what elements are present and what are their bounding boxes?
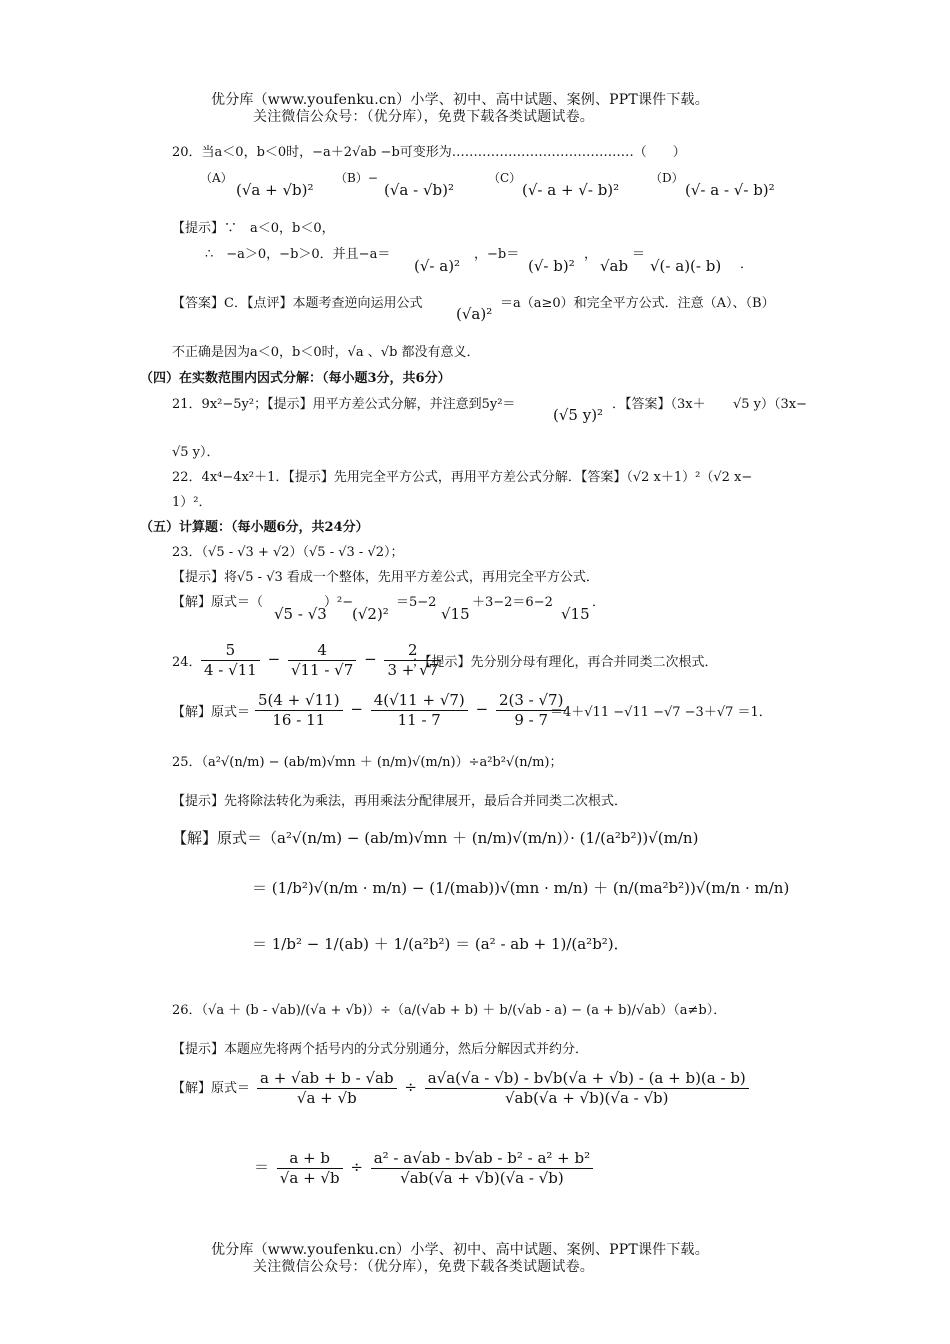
q20-option-c: (√- a + √- b)² (522, 181, 620, 199)
q26-sol1-divide: ÷ (404, 1078, 417, 1096)
q24-f1-numerator: 5 (201, 642, 260, 661)
q23-solution-g: ＋3−2＝6−2 (472, 595, 553, 610)
q24-sol-fraction-1 (255, 692, 343, 728)
q20-option-b-label: （B）− (335, 171, 378, 185)
q24-f3-numerator: 2 (384, 642, 441, 661)
q20-answer-b: (√a)² (456, 305, 493, 323)
q24-s1-denominator: 16 - 11 (272, 710, 326, 729)
q23-solution-h: √15 (561, 605, 590, 623)
q24-fraction-2 (288, 642, 356, 678)
q26-sol2-d1: √a + √b (279, 1168, 340, 1187)
q24-expression (198, 642, 444, 678)
q20-option-c-label: （C） (488, 171, 522, 185)
q24-solution-tail: ＝4＋√11 −√11 −√7 −3＋√7 ＝1． (550, 705, 772, 720)
q20-hint-line-2a: ∴ −a＞0，−b＞0．并且−a＝ (205, 247, 391, 262)
q23-solution-i: ． (592, 595, 606, 610)
q20-stem: 20．当a＜0，b＜0时，−a＋2√ab −b可变形为……………………………………（ ） (172, 145, 686, 160)
q20-option-a: (√a + √b)² (236, 181, 314, 199)
q26-stem: 26．（√a ＋ (b - √ab)/(√a + √b)）÷（a/(√ab + b) ＋ b/(√ab - a) − (a + b)/√ab）（a≠b）． (172, 1003, 727, 1018)
q24-minus-2: − (364, 650, 377, 668)
q24-s3-denominator: 9 - 7 (514, 710, 549, 729)
q26-hint: 【提示】本题应先将两个括号内的分式分别通分，然后分解因式并约分． (172, 1042, 589, 1057)
q24-s1-numerator: 5(4 + √11) (255, 692, 343, 711)
q25-stem: 25．（a²√(n/m) − (ab/m)√mn ＋ (n/m)√(m/n)）÷a²b²√(n/m)； (172, 755, 563, 770)
q20-hint-line-2b: (√- a)² (414, 257, 461, 275)
q22-line-1: 22．4x⁴−4x²＋1．【提示】先用完全平方公式，再用平方差公式分解．【答案】（√2 x＋1）²（√2 x− (172, 470, 753, 485)
q25-hint: 【提示】先将除法转化为乘法，再用乘法分配律展开，最后合并同类二次根式． (172, 794, 628, 809)
q24-sol-fraction-2 (371, 692, 468, 728)
q24-solution-label: 【解】原式＝ (172, 705, 251, 720)
q26-sol1-n1: a + √ab + b - √ab (257, 1070, 397, 1089)
q26-sol2-fraction-1 (277, 1150, 343, 1186)
q26-sol2-divide: ÷ (350, 1158, 363, 1176)
q26-solution-line-1 (254, 1070, 752, 1106)
q24-f3-denominator: 3 + √7 (387, 660, 439, 679)
q20-option-d-label: （D） (650, 171, 684, 185)
q24-hint: ；【提示】先分别分母有理化，再合并同类二次根式． (412, 655, 718, 670)
q23-solution-d: (√2)² (352, 605, 389, 623)
q26-solution-line-2 (254, 1150, 596, 1186)
q24-s2-denominator: 11 - 7 (397, 710, 441, 729)
section-5-heading: （五）计算题：（每小题6分，共24分） (140, 520, 369, 535)
q23-solution-a: 【解】原式＝（ (172, 595, 264, 610)
q26-sol1-d2: √ab(√a + √b)(√a - √b) (504, 1088, 669, 1107)
q20-option-d: (√- a - √- b)² (685, 181, 775, 199)
q24-solution-expression (252, 692, 569, 728)
q22-line-2: 1）²． (172, 495, 212, 510)
q23-solution-c: ）²− (324, 595, 354, 610)
q26-sol2-fraction-2 (371, 1150, 593, 1186)
q23-hint: 【提示】将√5 - √3 看成一个整体，先用平方差公式，再用完全平方公式． (172, 570, 599, 585)
q25-solution-line-1: 【解】原式＝（a²√(n/m) − (ab/m)√mn ＋ (n/m)√(m/n)）· (1/(a²b²))√(m/n) (172, 829, 699, 847)
q26-solution-label: 【解】原式＝ (172, 1081, 251, 1096)
q24-minus-1: − (267, 650, 281, 668)
q24-f2-denominator: √11 - √7 (290, 660, 354, 679)
q25-solution-line-2: ＝ (1/b²)√(n/m · m/n) − (1/(mab))√(mn · m/n) ＋ (n/(ma²b²))√(m/n · m/n) (252, 879, 790, 897)
q20-hint-line-2f: √ab (600, 257, 629, 275)
footer-line-2: 关注微信公众号：（优分库），免费下载各类试题试卷。 (253, 1259, 594, 1275)
q23-solution-e: ＝5−2 (396, 595, 437, 610)
q26-sol2-equals: ＝ (254, 1158, 270, 1176)
q21-line-1a: 21．9x²−5y²；【提示】用平方差公式分解，并注意到5y²＝ (172, 397, 516, 412)
q26-sol1-fraction-2 (425, 1070, 749, 1106)
q26-sol2-d2: √ab(√a + √b)(√a - √b) (400, 1168, 564, 1187)
q20-hint-line-1: 【提示】∵ a＜0，b＜0， (172, 221, 335, 236)
q26-sol1-fraction-1 (257, 1070, 397, 1106)
q20-hint-line-2d: (√- b)² (528, 257, 575, 275)
q25-solution-line-3: ＝ 1/b² − 1/(ab) ＋ 1/(a²b²) ＝ (a² - ab + 1)/(a²b²)． (252, 935, 629, 953)
header-line-1: 优分库（www.youfenku.cn）小学、初中、高中试题、案例、PPT课件下载。 (211, 92, 709, 108)
q24-f2-numerator: 4 (288, 642, 356, 661)
q24-sol-minus-1: − (350, 700, 363, 718)
q24-s2-numerator: 4(√11 + √7) (371, 692, 468, 711)
section-4-heading: （四）在实数范围内因式分解：（每小题3分，共6分） (140, 371, 451, 386)
q24-f1-denominator: 4 - √11 (204, 660, 257, 679)
q24-number: 24． (172, 655, 202, 670)
q21-line-2: √5 y）． (172, 445, 220, 460)
q26-sol1-n2: a√a(√a - √b) - b√b(√a + √b) - (a + b)(a - b) (425, 1070, 749, 1089)
q26-sol1-d1: √a + √b (296, 1088, 357, 1107)
footer-line-1: 优分库（www.youfenku.cn）小学、初中、高中试题、案例、PPT课件下载。 (211, 1242, 709, 1258)
q20-answer-a: 【答案】C．【点评】本题考查逆向运用公式 (172, 296, 423, 311)
q23-solution-b: √5 - √3 (274, 605, 327, 623)
q20-option-b: (√a - √b)² (384, 181, 454, 199)
q21-line-1c: ．【答案】（3x＋ (612, 397, 706, 412)
q20-hint-line-2e: ， (584, 247, 598, 262)
q20-answer-line-2: 不正确是因为a＜0，b＜0时，√a 、√b 都没有意义． (172, 345, 480, 360)
q24-sol-minus-2: − (475, 700, 489, 718)
q20-hint-line-2h: √(- a)(- b) (650, 257, 722, 275)
q20-hint-line-2i: ． (740, 257, 754, 272)
q23-solution-f: √15 (441, 605, 470, 623)
q24-fraction-1 (201, 642, 260, 678)
q24-s3-numerator: 2(3 - √7) (496, 692, 567, 711)
q23-stem: 23．（√5 - √3 + √2）（√5 - √3 - √2）； (172, 545, 404, 560)
q26-sol2-n1: a + b (277, 1150, 343, 1169)
q26-sol2-n2: a² - a√ab - b√ab - b² - a² + b² (371, 1150, 593, 1169)
q20-hint-line-2g: ＝ (632, 247, 646, 262)
q21-line-1d: √5 y）（3x− (733, 397, 808, 412)
header-line-2: 关注微信公众号：（优分库），免费下载各类试题试卷。 (253, 109, 594, 125)
q20-answer-c: ＝a（a≥0）和完全平方公式．注意（A）、（B） (500, 296, 775, 311)
q21-line-1b: (√5 y)² (553, 406, 604, 424)
q20-hint-line-2c: ，−b＝ (474, 247, 520, 262)
q20-option-a-label: （A） (200, 171, 233, 185)
